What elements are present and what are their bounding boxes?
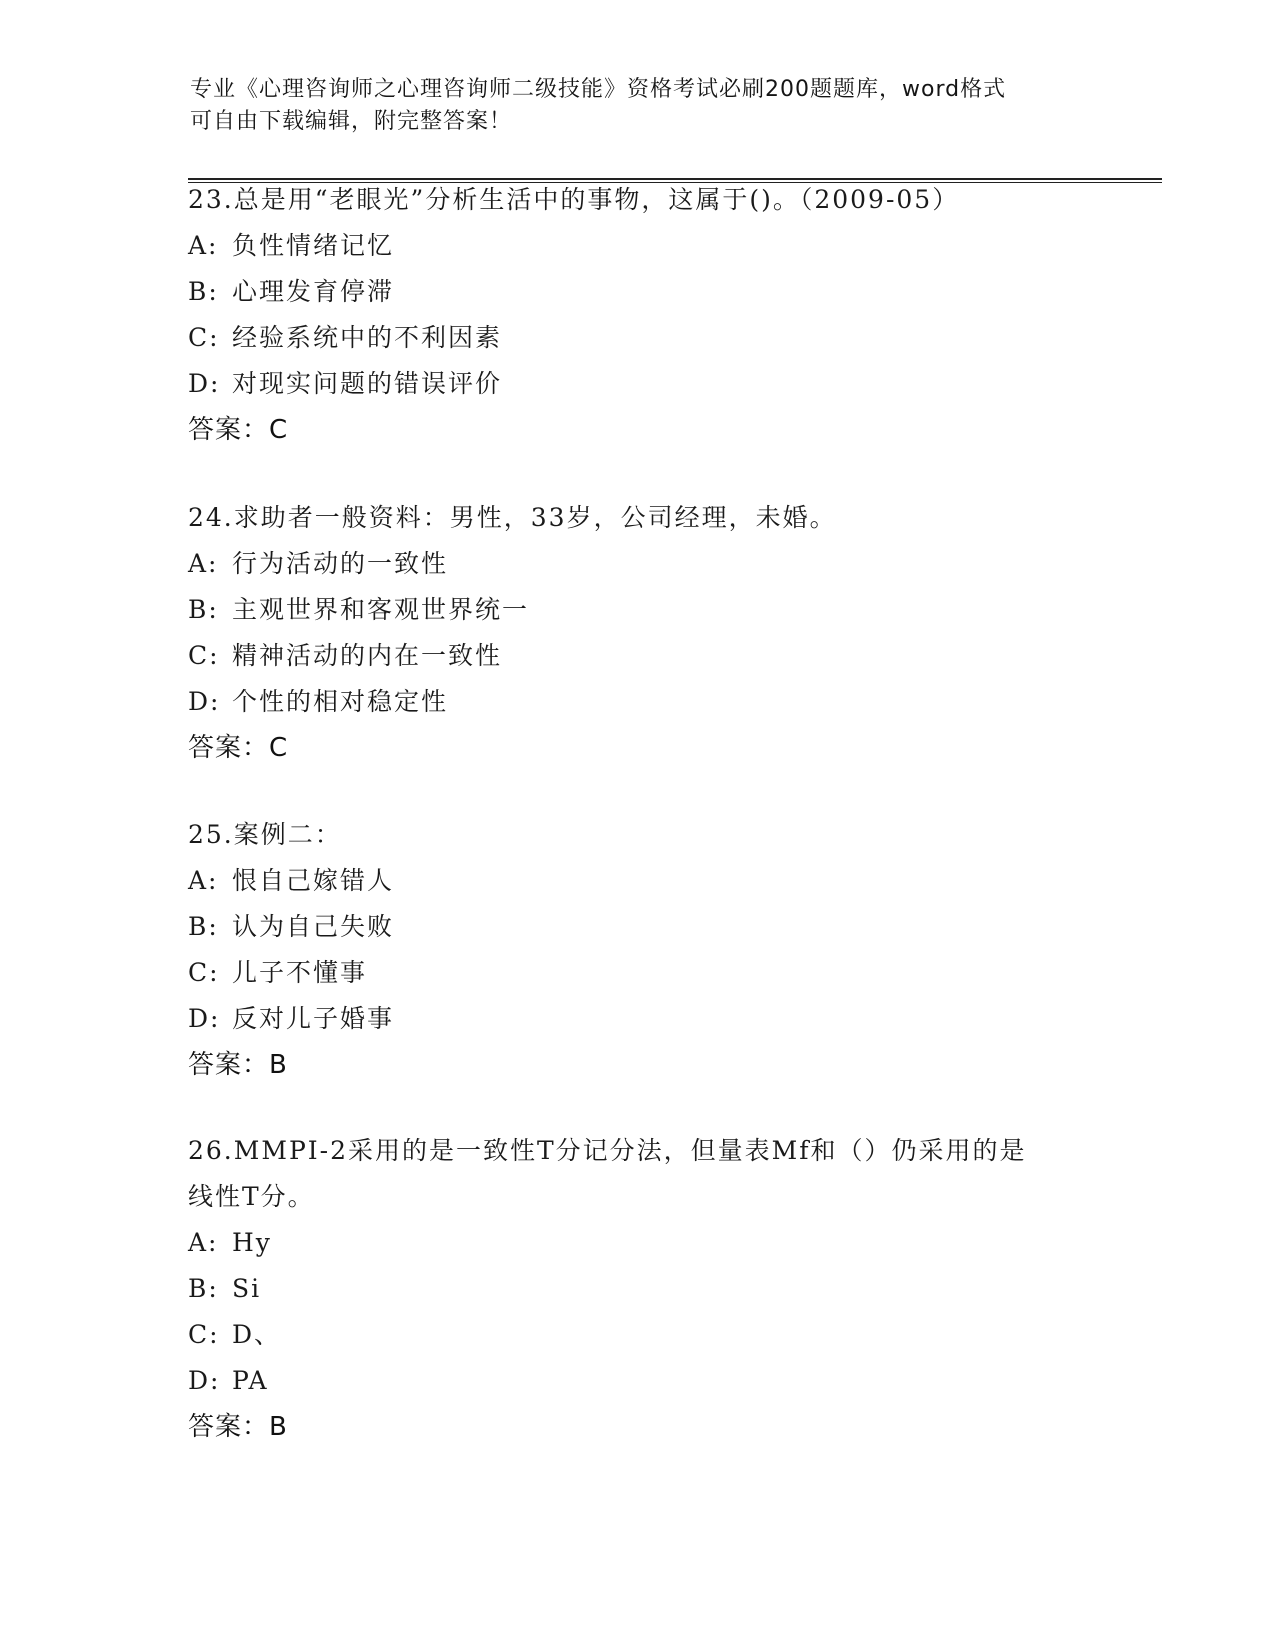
question-26 <box>188 1128 1148 1450</box>
option-b <box>188 587 1148 633</box>
option-text: 行为活动的一致性 <box>232 549 449 578</box>
option-c <box>188 633 1148 679</box>
option-text: 认为自己失败 <box>232 912 395 941</box>
option-b <box>188 269 1148 315</box>
option-c <box>188 315 1148 361</box>
option-a <box>188 1220 1148 1266</box>
option-label: A: <box>188 1228 219 1257</box>
option-text: Hy <box>232 1228 272 1257</box>
option-text: 儿子不懂事 <box>232 958 368 987</box>
option-d <box>188 679 1148 725</box>
option-label: B: <box>188 277 219 306</box>
option-label: D: <box>188 1366 221 1395</box>
answer-line: 答案：B <box>188 1050 288 1080</box>
option-text: 个性的相对稳定性 <box>232 687 449 716</box>
option-label: C: <box>188 1320 220 1349</box>
option-text: PA <box>232 1366 269 1395</box>
answer-line: 答案：C <box>188 733 289 763</box>
option-text: 主观世界和客观世界统一 <box>232 595 530 624</box>
document-header <box>190 74 1090 138</box>
option-c <box>188 1312 1148 1358</box>
option-label: D: <box>188 1004 221 1033</box>
option-text: Si <box>232 1274 262 1303</box>
option-text: D、 <box>232 1320 282 1349</box>
question-stem-line-1: 26.MMPI-2采用的是一致性T分记分法，但量表Mf和（）仍采用的是 <box>188 1136 1027 1165</box>
option-a <box>188 541 1148 587</box>
option-label: D: <box>188 369 221 398</box>
option-c <box>188 950 1148 996</box>
option-a <box>188 858 1148 904</box>
option-text: 精神活动的内在一致性 <box>232 641 503 670</box>
answer-line: 答案：B <box>188 1412 288 1442</box>
question-stem-line-2: 线性T分。 <box>188 1182 315 1211</box>
option-text: 反对儿子婚事 <box>232 1004 395 1033</box>
option-d <box>188 996 1148 1042</box>
question-24 <box>188 495 1148 771</box>
question-25 <box>188 812 1148 1088</box>
option-text: 负性情绪记忆 <box>232 231 395 260</box>
option-text: 经验系统中的不利因素 <box>232 323 503 352</box>
option-b <box>188 1266 1148 1312</box>
option-label: D: <box>188 687 221 716</box>
option-label: C: <box>188 641 220 670</box>
question-stem: 23.总是用“老眼光”分析生活中的事物，这属于()。（2009-05） <box>188 185 960 214</box>
question-stem: 24.求助者一般资料：男性，33岁，公司经理，未婚。 <box>188 503 837 532</box>
option-label: B: <box>188 595 219 624</box>
option-text: 心理发育停滞 <box>232 277 395 306</box>
option-d <box>188 1358 1148 1404</box>
option-label: B: <box>188 912 219 941</box>
answer-line: 答案：C <box>188 415 289 445</box>
header-line-2: 可自由下载编辑，附完整答案！ <box>190 109 513 134</box>
header-line-1: 专业《心理咨询师之心理咨询师二级技能》资格考试必刷200题题库，word格式 <box>190 77 1007 102</box>
option-label: C: <box>188 323 220 352</box>
option-label: C: <box>188 958 220 987</box>
question-23 <box>188 177 1148 453</box>
option-b <box>188 904 1148 950</box>
option-label: A: <box>188 866 219 895</box>
option-label: A: <box>188 549 219 578</box>
option-label: A: <box>188 231 219 260</box>
option-text: 恨自己嫁错人 <box>232 866 395 895</box>
question-stem: 25.案例二： <box>188 820 342 849</box>
option-a <box>188 223 1148 269</box>
option-label: B: <box>188 1274 219 1303</box>
option-d <box>188 361 1148 407</box>
option-text: 对现实问题的错误评价 <box>232 369 503 398</box>
